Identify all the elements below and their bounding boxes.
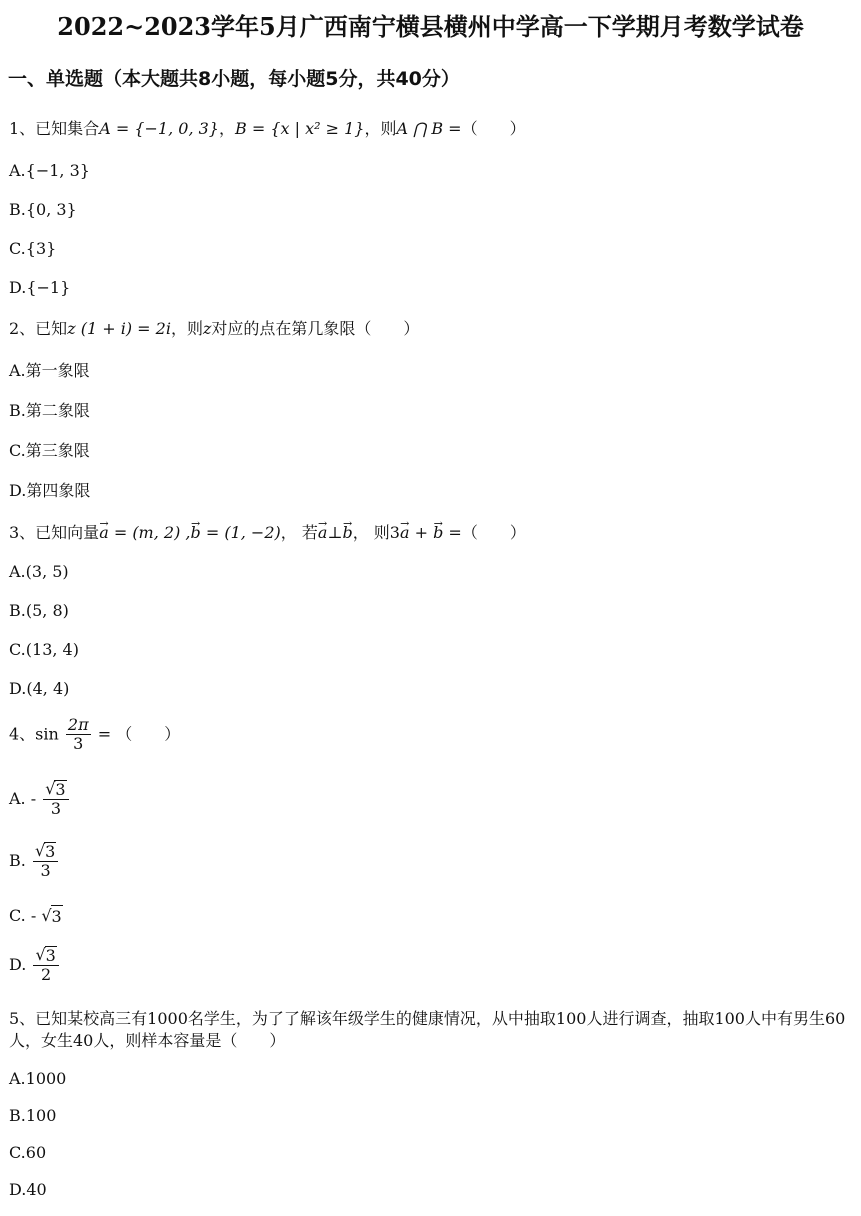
question-2-stem	[9, 318, 419, 340]
question-3-option-a	[9, 561, 69, 583]
vector-b-value: = (1, −2)	[200, 523, 281, 542]
option-letter: A.	[9, 161, 26, 180]
question-3-option-c	[9, 639, 79, 661]
sqrt: √ 3	[35, 945, 56, 965]
question-4-prefix: 4、sin	[9, 724, 59, 744]
option-text: {−1}	[26, 278, 71, 297]
question-1-stem	[9, 118, 526, 140]
section-title: 一、单选题（本大题共8小题，每小题5分，共40分）	[8, 68, 460, 90]
question-2-option-c	[9, 440, 90, 462]
option-fraction	[33, 946, 58, 985]
sqrt: √ 3	[45, 779, 66, 799]
question-3-prefix: 3、已知向量	[9, 523, 100, 542]
question-3-mid1: ， 若	[280, 523, 318, 542]
fraction-denominator: 2	[41, 965, 52, 985]
option-text: 60	[25, 1143, 47, 1162]
option-letter: A.	[9, 562, 26, 581]
question-1-mid: ，则	[364, 119, 397, 138]
option-sign: -	[25, 788, 42, 808]
question-1-option-c	[9, 238, 56, 260]
option-letter: B.	[9, 850, 26, 870]
sqrt-radicand: 3	[45, 946, 56, 965]
question-4-stem	[9, 716, 180, 754]
option-text: (13, 4)	[25, 640, 79, 659]
sum-equals: =	[443, 523, 462, 542]
perp-vector-b: → b	[342, 522, 352, 544]
question-3-stem	[9, 522, 526, 544]
option-text: 40	[26, 1180, 47, 1199]
option-letter: C.	[9, 239, 26, 258]
option-letter: A.	[9, 361, 26, 380]
option-letter: C.	[9, 906, 26, 925]
sum-vector-a: → a	[400, 522, 410, 544]
fraction-denominator: 3	[73, 734, 84, 754]
question-2-mid: ，则	[170, 319, 203, 338]
question-2-var: z	[202, 319, 212, 338]
sqrt-radicand: 3	[45, 842, 56, 861]
question-1-suffix: （ ）	[461, 119, 526, 138]
question-4-option-b	[9, 842, 60, 881]
question-3-option-d	[9, 678, 69, 700]
question-4-option-a	[9, 780, 71, 819]
question-4-fraction	[66, 716, 91, 754]
option-text: {0, 3}	[25, 200, 77, 219]
question-5-stem: 5、已知某校高三有1000名学生，为了了解该年级学生的健康情况，从中抽取100人进行调查，抽取100人中有男生60人，女生40人，则样本容量是（ ）	[9, 1009, 846, 1050]
option-letter: D.	[9, 679, 27, 698]
option-letter: C.	[9, 1143, 26, 1162]
sum-plus: +	[409, 523, 434, 542]
option-text: (5, 8)	[25, 601, 69, 620]
option-fraction	[33, 842, 58, 881]
question-1-option-b	[9, 199, 77, 221]
option-text: 1000	[25, 1069, 67, 1088]
option-letter: A.	[9, 1069, 26, 1088]
question-5-option-d	[9, 1179, 47, 1201]
question-1-prefix: 1、已知集合	[9, 119, 100, 138]
sqrt: √ 3	[41, 906, 62, 926]
perp-symbol: ⊥	[327, 523, 343, 542]
option-fraction	[43, 780, 68, 819]
fraction-denominator: 3	[40, 861, 51, 881]
question-1-set-b: B = {x | x² ≥ 1}	[234, 119, 365, 138]
question-3-suffix: （ ）	[461, 523, 526, 542]
question-2-expr: z (1 + i) = 2i	[67, 319, 171, 338]
fraction-denominator: 3	[50, 799, 61, 819]
option-text: (3, 5)	[25, 562, 69, 581]
option-letter: D.	[9, 1180, 27, 1199]
sqrt: √ 3	[34, 841, 56, 861]
option-text: 第三象限	[25, 441, 90, 460]
fraction-numerator: 2π	[67, 715, 89, 734]
question-1-expr: A ⋂ B =	[396, 119, 462, 138]
question-2-option-b	[9, 400, 90, 422]
option-letter: B.	[9, 200, 26, 219]
question-2-suffix: 对应的点在第几象限（ ）	[211, 319, 420, 338]
option-text: 100	[25, 1106, 57, 1125]
question-1-set-a: A = {−1, 0, 3}	[99, 119, 219, 138]
question-2-option-a	[9, 360, 90, 382]
exam-title: 2022~2023学年5月广西南宁横县横州中学高一下学期月考数学试卷	[57, 12, 804, 41]
option-text: 第四象限	[26, 481, 91, 500]
option-sign: -	[25, 906, 42, 925]
option-text: 第一象限	[25, 361, 90, 380]
option-letter: D.	[9, 954, 27, 974]
option-text: 第二象限	[25, 401, 90, 420]
option-text: {−1, 3}	[25, 161, 90, 180]
question-4-suffix: = （ ）	[97, 724, 181, 744]
question-3-option-b	[9, 600, 69, 622]
option-letter: D.	[9, 481, 27, 500]
option-text: {3}	[25, 239, 57, 258]
question-2-option-d	[9, 480, 90, 502]
option-letter: D.	[9, 278, 27, 297]
option-letter: B.	[9, 1106, 26, 1125]
vector-a-value: = (m, 2) ,	[108, 523, 191, 542]
question-1-option-a	[9, 160, 90, 182]
question-5-option-c	[9, 1142, 46, 1164]
sqrt-radicand: 3	[55, 780, 66, 799]
question-5-option-b	[9, 1105, 56, 1127]
question-2-prefix: 2、已知	[9, 319, 68, 338]
question-4-option-d	[9, 946, 61, 985]
option-letter: C.	[9, 640, 26, 659]
sum-vector-b: → b	[433, 522, 443, 544]
question-1-sep: ，	[218, 119, 235, 138]
question-1-option-d	[9, 277, 70, 299]
question-4-option-c	[9, 905, 63, 928]
option-letter: B.	[9, 401, 26, 420]
option-text: (4, 4)	[26, 679, 70, 698]
question-5-option-a	[9, 1068, 66, 1090]
perp-vector-a: → a	[318, 522, 328, 544]
sqrt-radicand: 3	[51, 907, 62, 926]
option-letter: C.	[9, 441, 26, 460]
question-3-mid2: ， 则3	[352, 523, 400, 542]
option-letter: B.	[9, 601, 26, 620]
vector-a: → a	[99, 522, 109, 544]
vector-b: → b	[191, 522, 201, 544]
option-letter: A.	[9, 788, 26, 808]
